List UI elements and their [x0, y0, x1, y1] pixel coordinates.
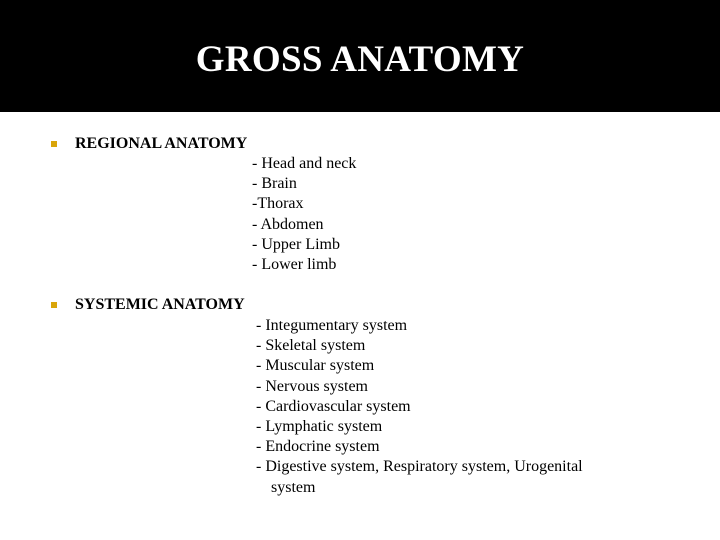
list-item: - Endocrine system [256, 438, 380, 456]
section-heading: SYSTEMIC ANATOMY [75, 296, 245, 313]
regional-items-list [252, 154, 356, 275]
list-item-continuation: system [271, 478, 316, 496]
list-item: - Lymphatic system [256, 418, 383, 436]
list-item: - Head and neck [252, 155, 357, 172]
square-bullet-icon [51, 302, 57, 308]
list-item: - Cardiovascular system [256, 397, 411, 415]
square-bullet-icon [51, 141, 57, 147]
list-item: - Skeletal system [256, 337, 366, 355]
list-item: - Abdomen [252, 215, 324, 233]
list-item: - Integumentary system [256, 317, 408, 334]
list-item: -Thorax [252, 195, 304, 213]
list-item: - Upper Limb [252, 235, 340, 253]
list-item: - Lower limb [252, 256, 337, 274]
list-item: - Digestive system, Respiratory system, Urogenital [256, 458, 583, 476]
title-bar [0, 0, 720, 112]
systemic-items-list [256, 316, 583, 498]
slide-title: GROSS ANATOMY [195, 39, 525, 80]
list-item: - Nervous system [256, 377, 368, 395]
list-item: - Muscular system [256, 357, 375, 375]
list-item: - Brain [252, 175, 297, 193]
section-heading: REGIONAL ANATOMY [75, 135, 248, 152]
